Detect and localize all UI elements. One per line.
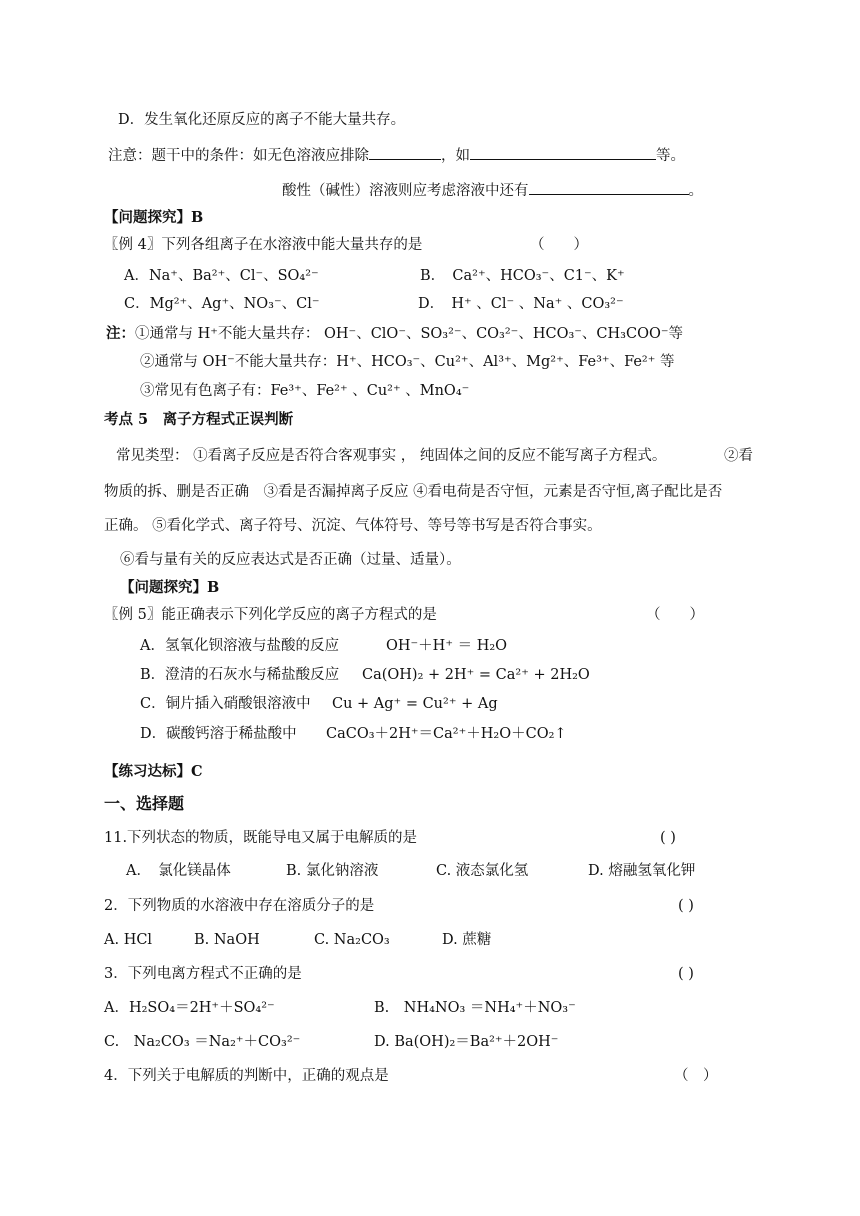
- note-text-1: 注意：题干中的条件：如无色溶液应排除: [108, 148, 369, 164]
- example-5-paren: （ ）: [646, 607, 704, 623]
- q11-option-b: B. 氯化钠溶液: [286, 863, 379, 879]
- note-label: 注：: [106, 325, 135, 342]
- blank-2[interactable]: [470, 145, 656, 160]
- example-5-eq-c: Cu + Ag⁺ = Cu²⁺ + Ag: [332, 696, 498, 712]
- example-4-paren: （ ）: [530, 237, 588, 253]
- common-types-4: ⑥看与量有关的反应表达式是否正确（过量、适量）。: [120, 552, 461, 568]
- section-heading-explore-1: 【问题探究】B: [104, 209, 204, 226]
- common-types-3: 正确。 ⑤看化学式、离子符号、沉淀、气体符号、等号等书写是否符合事实。: [104, 518, 602, 534]
- topic-5-heading: 考点 5 离子方程式正误判断: [104, 411, 294, 428]
- practice-heading: 【练习达标】C: [104, 763, 203, 780]
- example-5-eq-d: CaCO₃＋2H⁺＝Ca²⁺＋H₂O＋CO₂↑: [326, 726, 567, 742]
- q4-stem: 4．下列关于电解质的判断中，正确的观点是: [104, 1068, 389, 1084]
- example-5-option-c: C．铜片插入硝酸银溶液中: [140, 696, 311, 712]
- q3-option-d: D. Ba(OH)₂＝Ba²⁺＋2OH⁻: [374, 1034, 559, 1050]
- acid-base-line: [282, 180, 703, 201]
- q11-stem: 11.下列状态的物质，既能导电又属于电解质的是: [104, 830, 418, 846]
- example-4-option-c: C．Mg²⁺、Ag⁺、NO₃⁻、Cl⁻: [124, 296, 320, 312]
- section-heading-explore-2: 【问题探究】B: [120, 579, 220, 596]
- example-5-eq-a: OH⁻＋H⁺ ＝ H₂O: [386, 638, 508, 654]
- blank-3[interactable]: [529, 180, 689, 195]
- example-5-eq-b: Ca(OH)₂ + 2H⁺ = Ca²⁺ + 2H₂O: [362, 667, 590, 683]
- example-4-option-a: A．Na⁺、Ba²⁺、Cl⁻、SO₄²⁻: [124, 268, 319, 284]
- q11-option-c: C. 液态氯化氢: [436, 863, 529, 879]
- q4-paren: （ ）: [674, 1068, 718, 1084]
- blank-1[interactable]: [369, 145, 441, 160]
- q11-option-d: D. 熔融氢氧化钾: [588, 863, 696, 879]
- q2-paren: ( ): [678, 898, 694, 914]
- note-1-text: ①通常与 H⁺不能大量共存： OH⁻、ClO⁻、SO₃²⁻、CO₃²⁻、HCO₃⁻、CH₃COO⁻等: [135, 326, 684, 342]
- q3-option-b: B. NH₄NO₃ ＝NH₄⁺＋NO₃⁻: [374, 1000, 576, 1016]
- q3-paren: ( ): [678, 966, 694, 982]
- example-4-stem: 〖例 4〗下列各组离子在水溶液中能大量共存的是: [104, 237, 423, 253]
- note-1-line: [106, 324, 683, 344]
- example-5-option-a: A．氢氧化钡溶液与盐酸的反应: [140, 638, 339, 654]
- q11-option-a: A． 氯化镁晶体: [126, 863, 231, 879]
- section-choice-title: 一、选择题: [104, 794, 185, 813]
- q11-paren: ( ): [660, 830, 676, 846]
- note-text-3: 等。: [656, 148, 685, 164]
- example-4-option-b: B． Ca²⁺、HCO₃⁻、C1⁻、K⁺: [420, 268, 625, 284]
- q2-option-c: C. Na₂CO₃: [314, 932, 390, 948]
- example-5-option-b: B．澄清的石灰水与稀盐酸反应: [140, 667, 340, 683]
- common-types-1: 常见类型： ①看离子反应是否符合客观事实 ， 纯固体之间的反应不能写离子方程式。: [116, 448, 667, 464]
- note-line: [108, 145, 685, 166]
- note-text-2: ，如: [441, 148, 470, 164]
- example-4-option-d: D． H⁺ 、Cl⁻ 、Na⁺ 、CO₃²⁻: [418, 296, 624, 312]
- example-5-option-d: D．碳酸钙溶于稀盐酸中: [140, 726, 297, 742]
- note-2-text: ②通常与 OH⁻不能大量共存：H⁺、HCO₃⁻、Cu²⁺、Al³⁺、Mg²⁺、Fe³⁺、Fe²⁺ 等: [140, 354, 675, 370]
- q3-option-c: C. Na₂CO₃ ＝Na₂⁺＋CO₃²⁻: [104, 1034, 301, 1050]
- acid-base-end: 。: [688, 183, 703, 199]
- q2-option-a: A. HCl: [104, 932, 153, 948]
- q3-option-a: A．H₂SO₄＝2H⁺＋SO₄²⁻: [104, 1000, 275, 1016]
- common-types-2: 物质的拆、删是否正确 ③看是否漏掉离子反应 ④看电荷是否守恒，元素是否守恒,离子配比是否: [104, 484, 723, 500]
- q2-option-b: B. NaOH: [194, 932, 260, 948]
- q2-option-d: D. 蔗糖: [442, 932, 492, 948]
- example-5-stem: 〖例 5〗能正确表示下列化学反应的离子方程式的是: [104, 607, 437, 623]
- acid-base-text: 酸性（碱性）溶液则应考虑溶液中还有: [282, 183, 529, 199]
- q3-stem: 3．下列电离方程式不正确的是: [104, 966, 302, 982]
- common-types-1-end: ②看: [724, 448, 753, 464]
- note-3-text: ③常见有色离子有：Fe³⁺、Fe²⁺ 、Cu²⁺ 、MnO₄⁻: [140, 383, 470, 399]
- option-d-text: D．发生氧化还原反应的离子不能大量共存。: [118, 112, 406, 128]
- q2-stem: 2．下列物质的水溶液中存在溶质分子的是: [104, 898, 375, 914]
